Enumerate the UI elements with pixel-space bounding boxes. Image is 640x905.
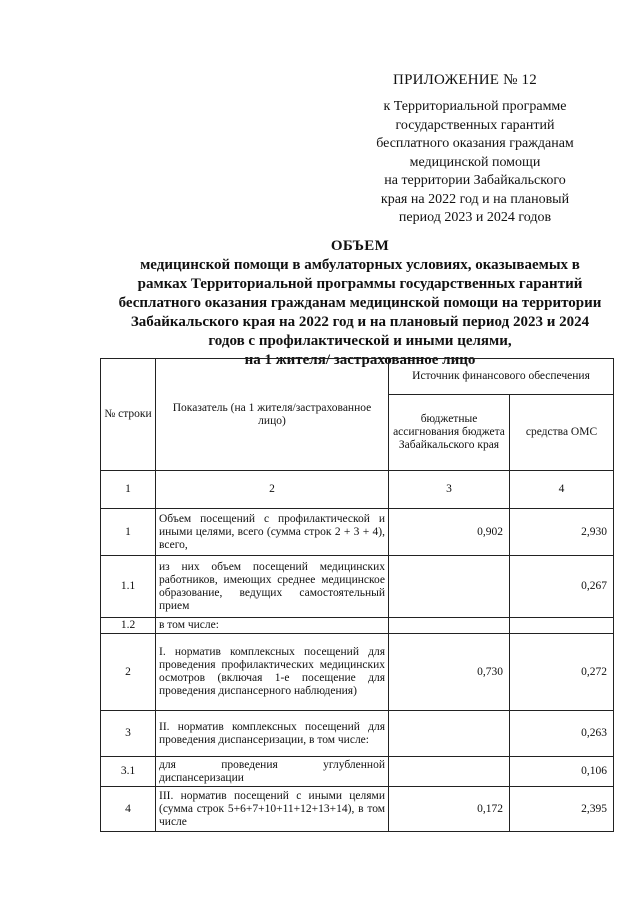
annex-subtitle-line: на территории Забайкальского [384, 173, 566, 188]
table-row [101, 757, 614, 787]
table-row [101, 787, 614, 832]
annex-subtitle-line: бесплатного оказания гражданам [376, 136, 574, 151]
volume-table [100, 358, 614, 832]
row-budget [389, 556, 510, 618]
table-row [101, 556, 614, 618]
table-row [101, 618, 614, 634]
row-oms: 0,272 [510, 634, 614, 711]
col-number: 3 [389, 471, 510, 509]
table-row [101, 634, 614, 711]
annex-subtitle [355, 98, 595, 228]
header-row-no: № строки [101, 359, 156, 471]
row-oms: 2,395 [510, 787, 614, 832]
row-text: из них объем посещений медицинских работников, имеющих среднее медицинское образование, ведущих самостоятельный прием [156, 556, 389, 618]
row-oms: 0,263 [510, 711, 614, 757]
annex-subtitle-line: период 2023 и 2024 годов [398, 210, 552, 225]
row-text: I. норматив комплексных посещений для проведения профилактических медицинских осмотров (включая 1-е посещение для проведения диспансерного наблюдения) [156, 634, 389, 711]
heading-line: бесплатного оказания гражданам медицинской помощи на территории [118, 295, 602, 311]
heading-line: медицинской помощи в амбулаторных условиях, оказываемых в [140, 257, 580, 273]
col-number: 2 [156, 471, 389, 509]
row-no: 3 [101, 711, 156, 757]
header-source: Источник финансового обеспечения [389, 359, 614, 395]
annex-subtitle-line: к Территориальной программе [383, 99, 567, 114]
row-no: 1.1 [101, 556, 156, 618]
row-budget [389, 618, 510, 634]
row-budget: 0,172 [389, 787, 510, 832]
row-budget [389, 757, 510, 787]
header-indicator: Показатель (на 1 жителя/застрахованное лицо) [156, 359, 389, 471]
heading-line: Забайкальского края на 2022 год и на плановый период 2023 и 2024 [130, 314, 590, 330]
table-row [101, 509, 614, 556]
row-no: 1 [101, 509, 156, 556]
heading-line: рамках Территориальной программы государственных гарантий [137, 276, 583, 292]
table-row [101, 711, 614, 757]
table-header-row [101, 359, 614, 395]
row-oms: 0,267 [510, 556, 614, 618]
row-no: 2 [101, 634, 156, 711]
heading-line: на 1 жителя/ застрахованное лицо [244, 352, 476, 368]
heading-title: ОБЪЕМ [330, 238, 390, 254]
row-no: 1.2 [101, 618, 156, 634]
row-budget: 0,902 [389, 509, 510, 556]
row-no: 3.1 [101, 757, 156, 787]
row-no: 4 [101, 787, 156, 832]
row-text: Объем посещений с профилактической и иными целями, всего (сумма строк 2 + 3 + 4), всего, [156, 509, 389, 556]
row-oms: 2,930 [510, 509, 614, 556]
annex-title: ПРИЛОЖЕНИЕ № 12 [393, 72, 537, 88]
annex-subtitle-line: медицинской помощи [409, 154, 541, 170]
document-heading [100, 237, 620, 370]
annex-subtitle-line: государственных гарантий [395, 117, 555, 133]
col-number: 4 [510, 471, 614, 509]
row-text: III. норматив посещений с иными целями (сумма строк 5+6+7+10+11+12+13+14), в том числе [156, 787, 389, 832]
row-oms [510, 618, 614, 634]
col-number: 1 [101, 471, 156, 509]
table-numbering-row [101, 471, 614, 509]
heading-line: годов с профилактической и иными целями, [208, 333, 512, 349]
row-budget: 0,730 [389, 634, 510, 711]
row-text: в том числе: [156, 618, 389, 634]
row-text: II. норматив комплексных посещений для проведения диспансеризации, в том числе: [156, 711, 389, 757]
row-oms: 0,106 [510, 757, 614, 787]
row-text: для проведения углубленной диспансеризации [156, 757, 389, 787]
annex-subtitle-line: края на 2022 год и на плановый [380, 191, 570, 207]
row-budget [389, 711, 510, 757]
header-oms: средства ОМС [510, 395, 614, 471]
header-budget: бюджетные ассигнования бюджета Забайкальского края [389, 395, 510, 471]
